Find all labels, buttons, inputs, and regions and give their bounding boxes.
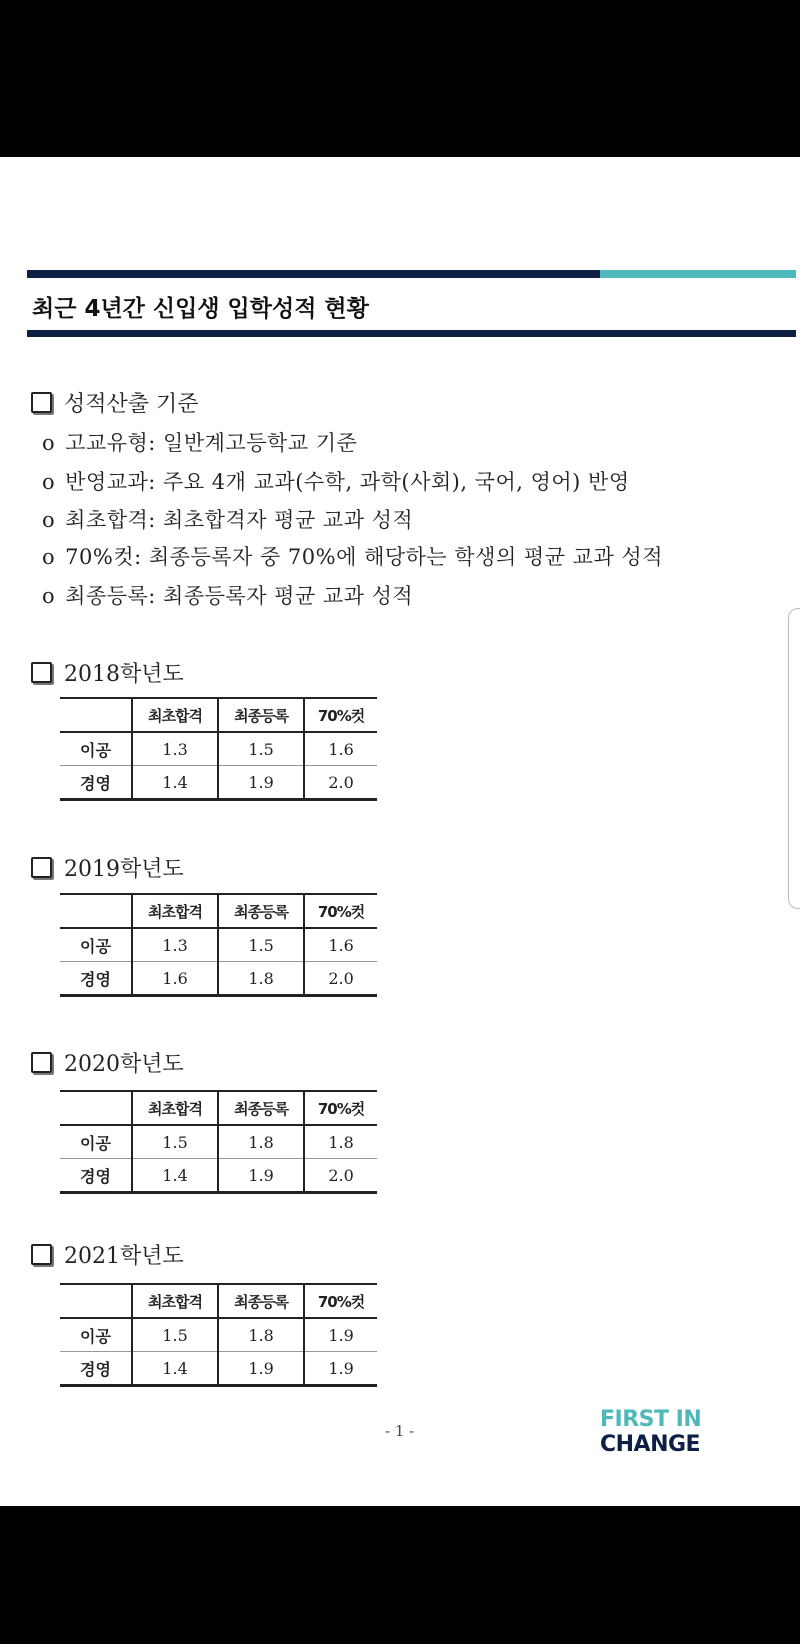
row-label: 경영 <box>60 766 132 800</box>
column-header: 최초합격 <box>132 1284 218 1318</box>
bullet: o <box>42 545 56 569</box>
column-header: 최초합격 <box>132 1091 218 1125</box>
corner-cell <box>60 1284 132 1318</box>
column-header: 최종등록 <box>218 894 304 928</box>
score-cell: 2.0 <box>304 962 377 996</box>
score-cell: 1.8 <box>218 1125 304 1159</box>
criteria-item <box>42 427 357 457</box>
bullet: o <box>42 431 56 455</box>
page-title: 최근 4년간 신입생 입학성적 현황 <box>32 296 369 322</box>
score-cell: 2.0 <box>304 766 377 800</box>
criteria-item <box>42 541 663 571</box>
year-heading <box>31 1239 184 1270</box>
column-header: 70%컷 <box>304 1091 377 1125</box>
criteria-item-text: 70%컷: 최종등록자 중 70%에 해당하는 학생의 평균 교과 성적 <box>65 545 663 569</box>
scroll-handle[interactable] <box>788 608 800 909</box>
corner-cell <box>60 698 132 732</box>
column-header: 70%컷 <box>304 698 377 732</box>
score-cell: 1.8 <box>218 962 304 996</box>
admission-score-table <box>60 893 377 997</box>
table-row <box>60 1318 377 1352</box>
row-label: 이공 <box>60 732 132 766</box>
page-number: - 1 - <box>385 1422 415 1440</box>
score-cell: 1.5 <box>218 928 304 962</box>
score-cell: 1.5 <box>218 732 304 766</box>
row-label: 이공 <box>60 1125 132 1159</box>
score-cell: 1.9 <box>304 1352 377 1386</box>
year-heading-text: 2018학년도 <box>64 662 184 687</box>
admission-score-table <box>60 697 377 801</box>
admission-score-table <box>60 1283 377 1387</box>
row-label: 이공 <box>60 1318 132 1352</box>
checkbox-square-icon <box>31 1052 52 1073</box>
score-cell: 1.9 <box>304 1318 377 1352</box>
bullet: o <box>42 508 56 532</box>
checkbox-square-icon <box>31 857 52 878</box>
score-cell: 2.0 <box>304 1159 377 1193</box>
score-cell: 1.8 <box>304 1125 377 1159</box>
score-cell: 1.5 <box>132 1125 218 1159</box>
checkbox-square-icon <box>31 1244 52 1265</box>
year-heading-text: 2021학년도 <box>64 1244 184 1269</box>
bullet: o <box>42 470 56 494</box>
criteria-item-text: 반영교과: 주요 4개 교과(수학, 과학(사회), 국어, 영어) 반영 <box>65 470 630 494</box>
corner-cell <box>60 894 132 928</box>
brand-logo <box>600 1407 800 1457</box>
admission-score-table <box>60 1090 377 1194</box>
brand-part1: FIRST IN <box>600 1407 702 1432</box>
checkbox-square-icon <box>31 392 52 413</box>
table-row <box>60 928 377 962</box>
score-cell: 1.3 <box>132 928 218 962</box>
column-header: 70%컷 <box>304 894 377 928</box>
criteria-item-text: 최종등록: 최종등록자 평균 교과 성적 <box>65 584 414 608</box>
criteria-heading <box>31 387 199 418</box>
table-row <box>60 766 377 800</box>
column-header: 최종등록 <box>218 1091 304 1125</box>
corner-cell <box>60 1091 132 1125</box>
score-cell: 1.6 <box>132 962 218 996</box>
bullet: o <box>42 584 56 608</box>
column-header: 최초합격 <box>132 698 218 732</box>
score-cell: 1.4 <box>132 1352 218 1386</box>
row-label: 경영 <box>60 962 132 996</box>
year-heading-text: 2019학년도 <box>64 857 184 882</box>
table-header-row <box>60 1091 377 1125</box>
year-heading <box>31 852 184 883</box>
year-heading <box>31 657 184 688</box>
table-row <box>60 1125 377 1159</box>
document-page <box>0 157 800 1506</box>
table-header-row <box>60 1284 377 1318</box>
table-row <box>60 732 377 766</box>
score-cell: 1.9 <box>218 1159 304 1193</box>
header-bar-teal <box>600 270 796 278</box>
year-heading-text: 2020학년도 <box>64 1052 184 1077</box>
column-header: 70%컷 <box>304 1284 377 1318</box>
score-cell: 1.4 <box>132 766 218 800</box>
row-label: 경영 <box>60 1159 132 1193</box>
year-heading <box>31 1047 184 1078</box>
column-header: 최초합격 <box>132 894 218 928</box>
table-header-row <box>60 894 377 928</box>
score-cell: 1.4 <box>132 1159 218 1193</box>
table-row <box>60 1352 377 1386</box>
score-cell: 1.6 <box>304 732 377 766</box>
table-row <box>60 1159 377 1193</box>
criteria-item-text: 고교유형: 일반계고등학교 기준 <box>65 431 358 455</box>
score-cell: 1.9 <box>218 766 304 800</box>
column-header: 최종등록 <box>218 1284 304 1318</box>
score-cell: 1.3 <box>132 732 218 766</box>
score-cell: 1.5 <box>132 1318 218 1352</box>
score-cell: 1.6 <box>304 928 377 962</box>
criteria-item-text: 최초합격: 최초합격자 평균 교과 성적 <box>65 508 414 532</box>
score-cell: 1.9 <box>218 1352 304 1386</box>
brand-part2: CHANGE <box>600 1432 701 1457</box>
column-header: 최종등록 <box>218 698 304 732</box>
title-underline-bar <box>27 330 796 337</box>
criteria-item <box>42 466 630 496</box>
table-row <box>60 962 377 996</box>
header-bar-navy <box>27 270 600 278</box>
score-cell: 1.8 <box>218 1318 304 1352</box>
row-label: 경영 <box>60 1352 132 1386</box>
criteria-heading-text: 성적산출 기준 <box>64 392 199 417</box>
criteria-item <box>42 504 413 534</box>
table-header-row <box>60 698 377 732</box>
criteria-item <box>42 580 413 610</box>
row-label: 이공 <box>60 928 132 962</box>
checkbox-square-icon <box>31 662 52 683</box>
